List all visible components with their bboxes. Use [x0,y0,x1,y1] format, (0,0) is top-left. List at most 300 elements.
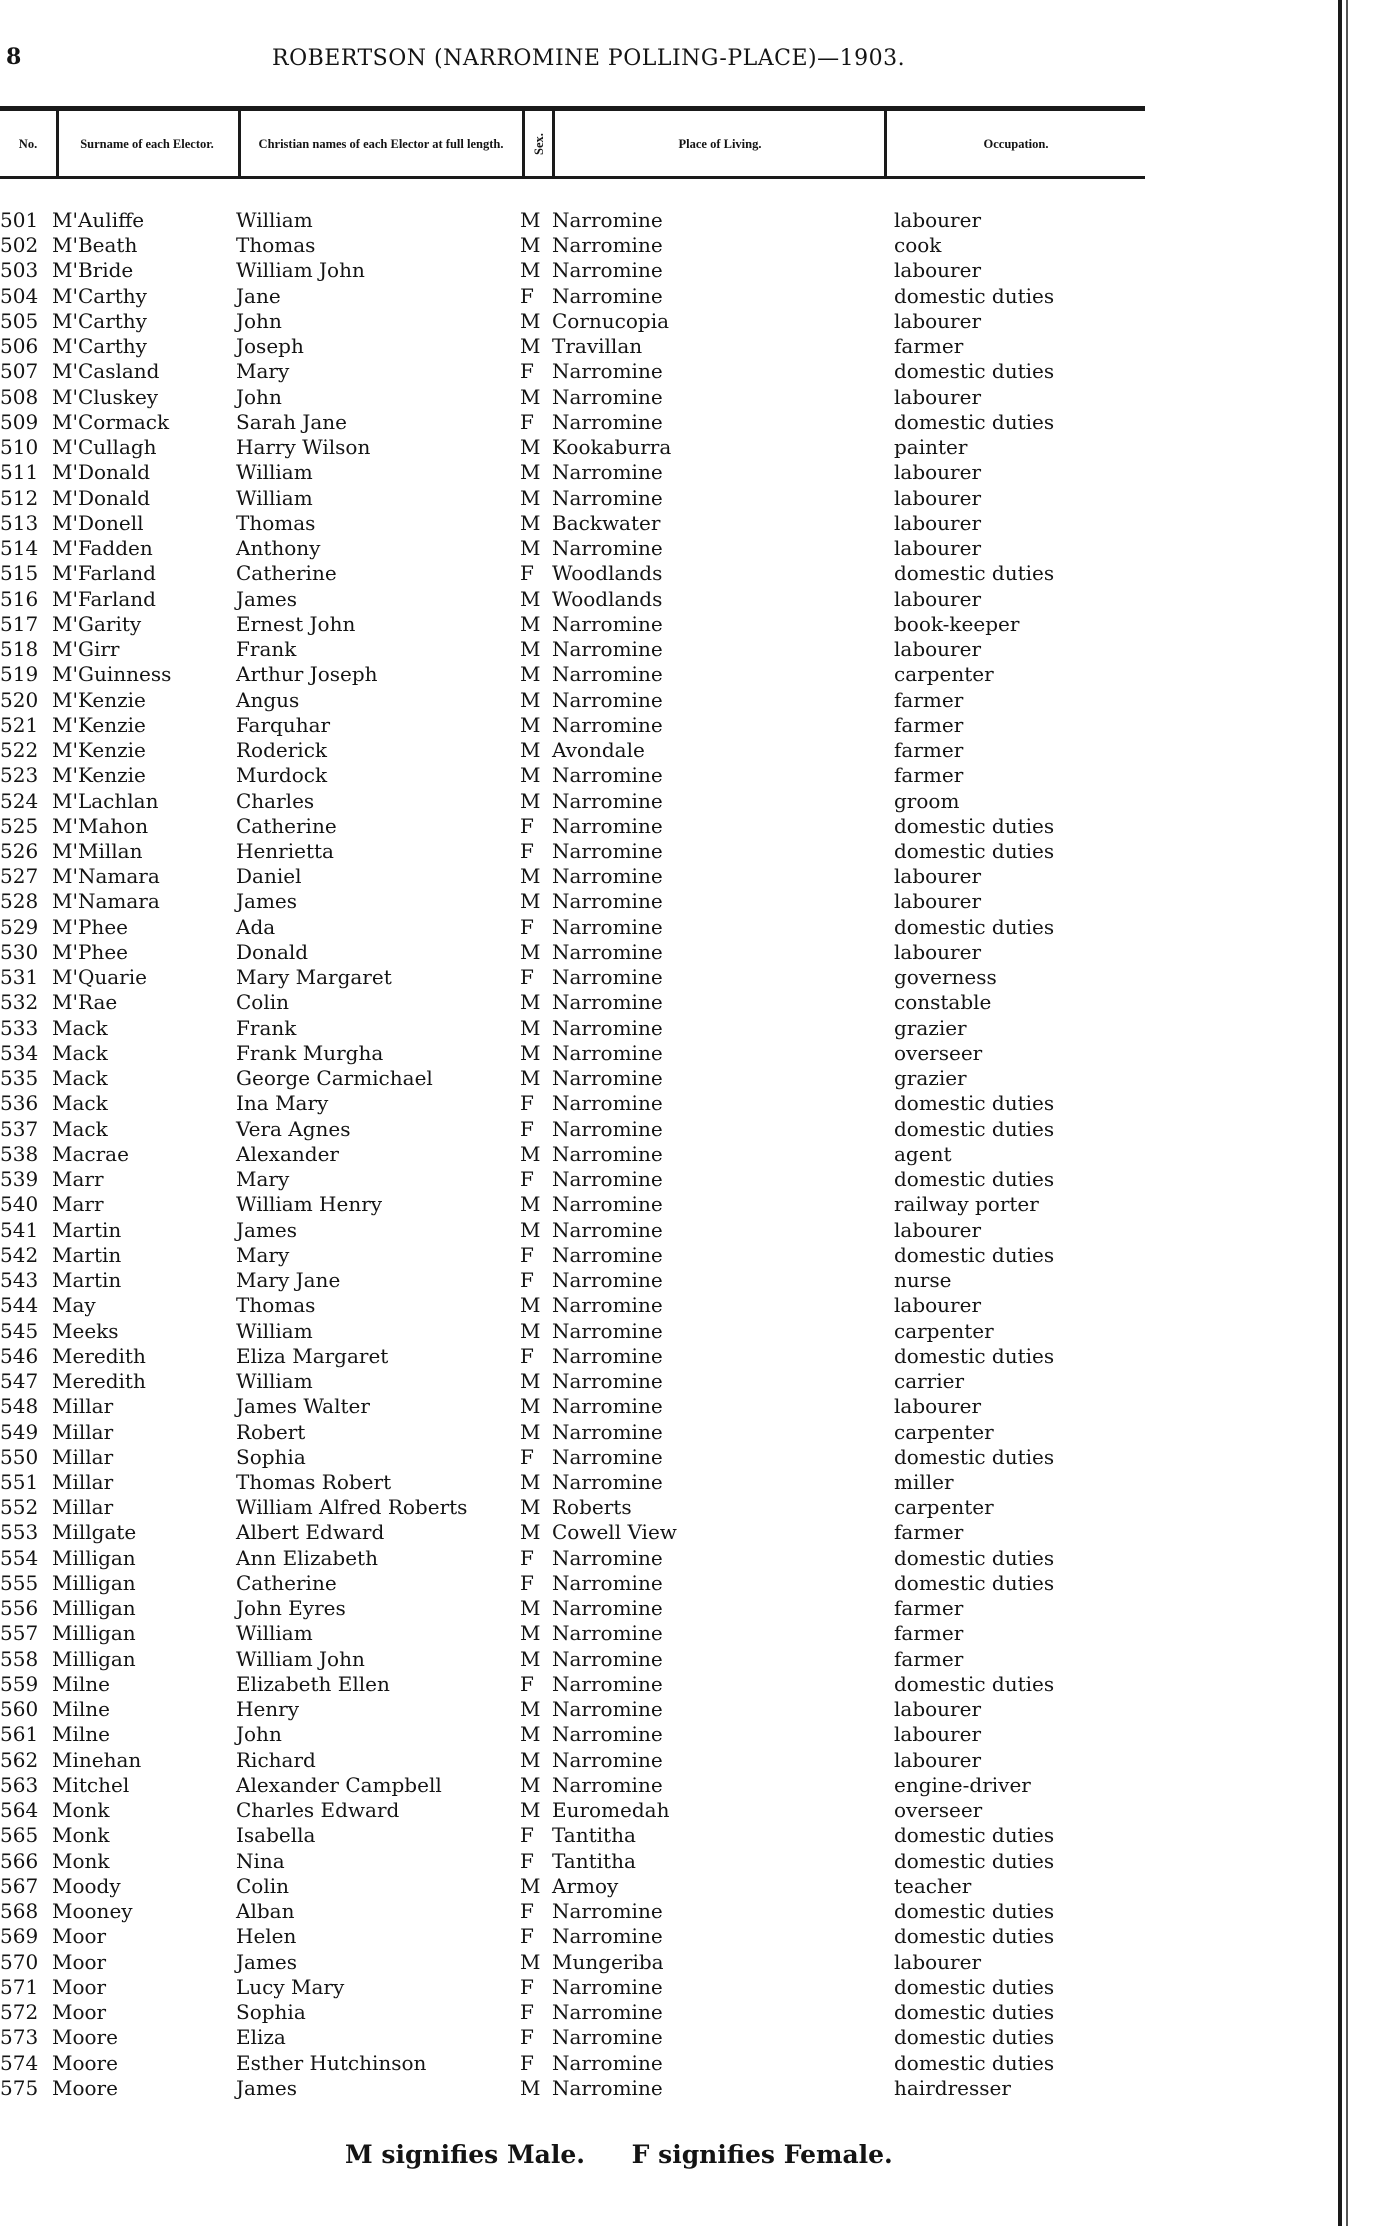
table-row [0,1066,1140,1091]
table-row [0,1369,1140,1394]
elector-number: 555 [0,1570,39,1595]
elector-surname: M'Millan [52,839,143,863]
elector-sex: M [520,1798,541,1823]
elector-surname: M'Farland [52,586,156,611]
elector-place-of-living: Narromine [552,409,663,434]
elector-occupation: domestic duties [894,1242,1055,1267]
table-row [0,258,1140,283]
table-row [0,738,1140,763]
elector-sex: F [520,2000,534,2025]
elector-christian-names: Colin [236,1873,290,1898]
table-row [0,940,1140,965]
elector-occupation: constable [894,990,992,1015]
table-row [0,915,1140,940]
elector-christian-names: Mary [236,359,290,384]
elector-occupation: farmer [894,763,964,788]
table-row [0,233,1140,258]
header-bottom-rule [0,176,1145,179]
header-sex-label: Sex. [531,132,546,155]
elector-surname: M'Carthy [52,334,147,359]
elector-place-of-living: Narromine [552,233,663,258]
elector-surname: Mack [52,1066,108,1091]
elector-christian-names: George Carmichael [236,1066,433,1091]
elector-surname: Monk [52,1823,110,1848]
elector-christian-names: Henry [236,1697,300,1722]
elector-sex: F [520,283,534,308]
elector-place-of-living: Narromine [552,1772,663,1797]
elector-number: 570 [0,1949,39,1974]
elector-christian-names: Helen [236,1924,297,1949]
elector-number: 575 [0,2075,39,2100]
elector-sex: M [520,1394,541,1419]
table-row [0,536,1140,561]
elector-occupation: domestic duties [894,1167,1055,1192]
elector-christian-names: Frank [236,1015,297,1040]
elector-occupation: carpenter [894,1495,994,1520]
elector-occupation: teacher [894,1873,972,1898]
elector-sex: F [520,1242,534,1267]
elector-christian-names: Ada [236,914,276,939]
elector-place-of-living: Armoy [552,1873,619,1898]
header-no: No. [18,136,38,151]
elector-christian-names: Eliza Margaret [236,1343,389,1368]
elector-surname: M'Kenzie [52,687,146,712]
elector-sex: M [520,1217,541,1242]
elector-surname: Moor [52,2000,107,2025]
elector-sex: M [520,1141,541,1166]
elector-number: 534 [0,1040,39,1065]
elector-place-of-living: Narromine [552,1444,663,1469]
table-row [0,561,1140,586]
elector-sex: M [520,889,541,914]
elector-occupation: carpenter [894,662,994,687]
elector-occupation: farmer [894,712,964,737]
table-row [0,1470,1140,1495]
table-row [0,410,1140,435]
elector-christian-names: Lucy Mary [236,1974,345,1999]
elector-place-of-living: Narromine [552,965,663,990]
elector-sex: F [520,1671,534,1696]
table-row [0,587,1140,612]
elector-sex: F [520,1545,534,1570]
elector-number: 548 [0,1394,39,1419]
table-row [0,1773,1140,1798]
elector-number: 519 [0,662,39,687]
table-row [0,1016,1140,1041]
elector-surname: Millgate [52,1520,137,1545]
elector-christian-names: Colin [236,990,290,1015]
elector-number: 508 [0,384,39,409]
elector-number: 506 [0,334,39,359]
table-row [0,864,1140,889]
elector-place-of-living: Woodlands [552,586,663,611]
elector-occupation: domestic duties [894,1570,1055,1595]
elector-sex: M [520,308,541,333]
elector-occupation: farmer [894,1520,964,1545]
elector-place-of-living: Narromine [552,1091,663,1116]
elector-place-of-living: Tantitha [552,1823,636,1848]
elector-occupation: miller [894,1470,954,1494]
table-row [0,1344,1140,1369]
table-row [0,1621,1140,1646]
elector-number: 503 [0,258,39,283]
elector-number: 526 [0,839,39,863]
table-row [0,359,1140,384]
table-row [0,763,1140,788]
elector-occupation: domestic duties [894,1848,1055,1873]
elector-sex: F [520,1823,534,1848]
elector-christian-names: Daniel [236,864,302,889]
table-row [0,1268,1140,1293]
elector-place-of-living: Narromine [552,1974,663,1999]
elector-occupation: domestic duties [894,561,1055,586]
elector-number: 554 [0,1545,39,1570]
elector-christian-names: Ina Mary [236,1091,329,1116]
elector-sex: F [520,561,534,586]
elector-occupation: labourer [894,485,982,510]
table-row [0,486,1140,511]
elector-number: 563 [0,1772,39,1797]
elector-surname: M'Farland [52,561,156,586]
table-row [0,688,1140,713]
elector-christian-names: William [236,208,313,232]
elector-number: 544 [0,1293,39,1318]
elector-christian-names: Charles [236,788,315,813]
elector-surname: Martin [52,1242,122,1267]
elector-place-of-living: Narromine [552,485,663,510]
elector-place-of-living: Narromine [552,208,663,232]
elector-sex: M [520,1318,541,1343]
elector-christian-names: Elizabeth Ellen [236,1671,390,1696]
elector-sex: M [520,788,541,813]
elector-surname: Millar [52,1394,114,1419]
elector-occupation: governess [894,965,997,990]
elector-christian-names: Alexander Campbell [236,1772,442,1797]
elector-sex: F [520,914,534,939]
elector-surname: Monk [52,1798,110,1823]
elector-place-of-living: Narromine [552,889,663,914]
table-row [0,1445,1140,1470]
elector-occupation: labourer [894,308,982,333]
elector-occupation: labourer [894,586,982,611]
elector-occupation: domestic duties [894,1924,1055,1949]
elector-sex: F [520,1444,534,1469]
elector-christian-names: Catherine [236,1570,337,1595]
elector-place-of-living: Cowell View [552,1520,677,1545]
elector-christian-names: William Alfred Roberts [236,1495,468,1520]
elector-occupation: agent [894,1141,952,1166]
table-row [0,2051,1140,2076]
elector-occupation: domestic duties [894,914,1055,939]
elector-christian-names: John [236,308,282,333]
table-row [0,1697,1140,1722]
elector-place-of-living: Avondale [552,738,645,763]
elector-place-of-living: Narromine [552,2000,663,2025]
elector-sex: M [520,864,541,889]
elector-sex: M [520,1369,541,1394]
elector-occupation: labourer [894,1697,982,1722]
table-row [0,1924,1140,1949]
header-christian-names: Christian names of each Elector at full length. [258,136,504,151]
elector-place-of-living: Narromine [552,1369,663,1394]
header-place-of-living: Place of Living. [678,136,762,151]
elector-christian-names: Charles Edward [236,1798,400,1823]
elector-number: 531 [0,965,39,990]
table-row [0,309,1140,334]
table-row [0,713,1140,738]
elector-surname: Meeks [52,1318,119,1343]
elector-number: 540 [0,1192,39,1217]
elector-sex: M [520,510,541,535]
elector-sex: M [520,1470,541,1494]
elector-surname: Moody [52,1873,121,1898]
table-row [0,1823,1140,1848]
elector-christian-names: Albert Edward [236,1520,385,1545]
elector-occupation: labourer [894,939,982,964]
elector-surname: Martin [52,1268,122,1293]
elector-sex: M [520,687,541,712]
elector-place-of-living: Narromine [552,1040,663,1065]
elector-number: 550 [0,1444,39,1469]
elector-place-of-living: Narromine [552,1141,663,1166]
elector-number: 566 [0,1848,39,1873]
elector-christian-names: Catherine [236,813,337,838]
elector-sex: F [520,1570,534,1595]
elector-sex: F [520,1974,534,1999]
column-divider [552,111,555,176]
elector-occupation: painter [894,435,968,460]
elector-sex: M [520,990,541,1015]
elector-christian-names: Sophia [236,2000,306,2025]
elector-place-of-living: Narromine [552,536,663,561]
table-row [0,2076,1140,2101]
elector-sex: F [520,965,534,990]
elector-surname: Mack [52,1091,108,1116]
elector-sex: M [520,1520,541,1545]
elector-surname: Mack [52,1015,108,1040]
elector-sex: M [520,1192,541,1217]
elector-place-of-living: Narromine [552,864,663,889]
elector-surname: Mack [52,1116,108,1141]
table-row [0,1975,1140,2000]
elector-sex: F [520,1091,534,1116]
elector-christian-names: John Eyres [236,1596,346,1621]
elector-number: 513 [0,510,39,535]
elector-place-of-living: Narromine [552,763,663,788]
elector-place-of-living: Narromine [552,1015,663,1040]
table-row [0,1798,1140,1823]
elector-occupation: carrier [894,1369,965,1394]
elector-number: 502 [0,233,39,258]
elector-sex: M [520,485,541,510]
elector-number: 524 [0,788,39,813]
elector-surname: M'Fadden [52,536,153,561]
elector-place-of-living: Narromine [552,839,663,863]
elector-surname: M'Garity [52,611,142,636]
elector-number: 501 [0,208,39,232]
elector-christian-names: Frank Murgha [236,1040,384,1065]
elector-surname: Milligan [52,1596,136,1621]
table-row [0,1722,1140,1747]
elector-christian-names: Thomas Robert [236,1470,392,1494]
elector-sex: F [520,839,534,863]
elector-place-of-living: Travillan [552,334,643,359]
table-row [0,789,1140,814]
elector-sex: M [520,233,541,258]
elector-number: 569 [0,1924,39,1949]
elector-place-of-living: Narromine [552,1671,663,1696]
elector-surname: M'Mahon [52,813,149,838]
table-row [0,1142,1140,1167]
legend-female: F signifies Female. [631,2140,893,2169]
elector-sex: M [520,208,541,232]
elector-place-of-living: Narromine [552,939,663,964]
elector-number: 565 [0,1823,39,1848]
elector-occupation: labourer [894,384,982,409]
elector-number: 535 [0,1066,39,1091]
elector-occupation: domestic duties [894,2000,1055,2025]
elector-number: 527 [0,864,39,889]
elector-occupation: labourer [894,536,982,561]
elector-place-of-living: Narromine [552,1116,663,1141]
elector-christian-names: Murdock [236,763,328,788]
elector-christian-names: Mary Margaret [236,965,392,990]
elector-surname: Mitchel [52,1772,130,1797]
elector-place-of-living: Narromine [552,1596,663,1621]
elector-number: 539 [0,1167,39,1192]
elector-surname: M'Kenzie [52,738,146,763]
elector-occupation: grazier [894,1015,967,1040]
table-row [0,460,1140,485]
elector-christian-names: Alban [236,1899,295,1924]
elector-christian-names: Roderick [236,738,328,763]
elector-surname: M'Kenzie [52,763,146,788]
elector-place-of-living: Narromine [552,1470,663,1494]
elector-surname: M'Beath [52,233,138,258]
elector-sex: M [520,1015,541,1040]
elector-surname: Mooney [52,1899,133,1924]
elector-christian-names: William John [236,1646,365,1671]
elector-christian-names: Robert [236,1419,306,1444]
elector-place-of-living: Narromine [552,1621,663,1646]
elector-christian-names: William [236,485,313,510]
elector-surname: Minehan [52,1747,142,1772]
elector-surname: Milligan [52,1621,136,1646]
elector-sex: M [520,1419,541,1444]
elector-occupation: domestic duties [894,1671,1055,1696]
table-row [0,1647,1140,1672]
elector-surname: M'Quarie [52,965,147,990]
elector-surname: M'Kenzie [52,712,146,737]
elector-occupation: domestic duties [894,1974,1055,1999]
elector-surname: M'Namara [52,889,160,914]
elector-occupation: domestic duties [894,1343,1055,1368]
elector-place-of-living: Narromine [552,611,663,636]
elector-christian-names: James [236,889,298,914]
elector-place-of-living: Narromine [552,2075,663,2100]
elector-surname: M'Lachlan [52,788,159,813]
elector-christian-names: Frank [236,637,297,662]
elector-surname: M'Cullagh [52,435,157,460]
elector-surname: Moore [52,2075,118,2100]
elector-christian-names: Thomas [236,233,316,258]
elector-sex: F [520,409,534,434]
elector-sex: F [520,1899,534,1924]
elector-occupation: labourer [894,460,982,485]
elector-surname: Moore [52,2025,118,2050]
elector-place-of-living: Narromine [552,460,663,485]
elector-place-of-living: Euromedah [552,1798,670,1823]
table-row [0,990,1140,1015]
elector-occupation: labourer [894,1722,982,1747]
table-row [0,637,1140,662]
elector-christian-names: William [236,460,313,485]
elector-place-of-living: Tantitha [552,1848,636,1873]
elector-sex: M [520,334,541,359]
elector-christian-names: William [236,1621,313,1646]
elector-number: 532 [0,990,39,1015]
elector-christian-names: William John [236,258,365,283]
elector-sex: F [520,813,534,838]
elector-occupation: domestic duties [894,359,1055,384]
elector-sex: M [520,712,541,737]
elector-place-of-living: Narromine [552,1747,663,1772]
table-row [0,1950,1140,1975]
elector-place-of-living: Narromine [552,662,663,687]
elector-surname: Mack [52,1040,108,1065]
elector-occupation: railway porter [894,1192,1039,1217]
elector-occupation: labourer [894,1217,982,1242]
table-row [0,889,1140,914]
elector-occupation: cook [894,233,942,258]
elector-occupation: domestic duties [894,1545,1055,1570]
elector-sex: M [520,611,541,636]
elector-number: 560 [0,1697,39,1722]
elector-number: 564 [0,1798,39,1823]
elector-surname: Marr [52,1192,104,1217]
elector-place-of-living: Narromine [552,1419,663,1444]
elector-occupation: farmer [894,1621,964,1646]
elector-occupation: domestic duties [894,1116,1055,1141]
elector-place-of-living: Narromine [552,1293,663,1318]
elector-christian-names: Farquhar [236,712,331,737]
table-row [0,1672,1140,1697]
elector-surname: Millar [52,1470,114,1494]
sex-legend [345,2140,931,2169]
elector-sex: M [520,1040,541,1065]
elector-number: 546 [0,1343,39,1368]
elector-sex: M [520,384,541,409]
elector-number: 541 [0,1217,39,1242]
elector-christian-names: Mary [236,1242,290,1267]
table-row [0,1546,1140,1571]
elector-number: 574 [0,2050,39,2075]
elector-place-of-living: Narromine [552,1924,663,1949]
elector-surname: Millar [52,1444,114,1469]
elector-christian-names: Richard [236,1747,316,1772]
elector-surname: Milligan [52,1646,136,1671]
elector-place-of-living: Narromine [552,258,663,283]
elector-sex: M [520,1772,541,1797]
elector-place-of-living: Narromine [552,2050,663,2075]
elector-occupation: engine-driver [894,1772,1031,1797]
elector-surname: M'Girr [52,637,120,662]
elector-sex: F [520,1924,534,1949]
elector-christian-names: Henrietta [236,839,334,863]
elector-place-of-living: Narromine [552,1697,663,1722]
table-row [0,1849,1140,1874]
elector-christian-names: Jane [236,283,281,308]
